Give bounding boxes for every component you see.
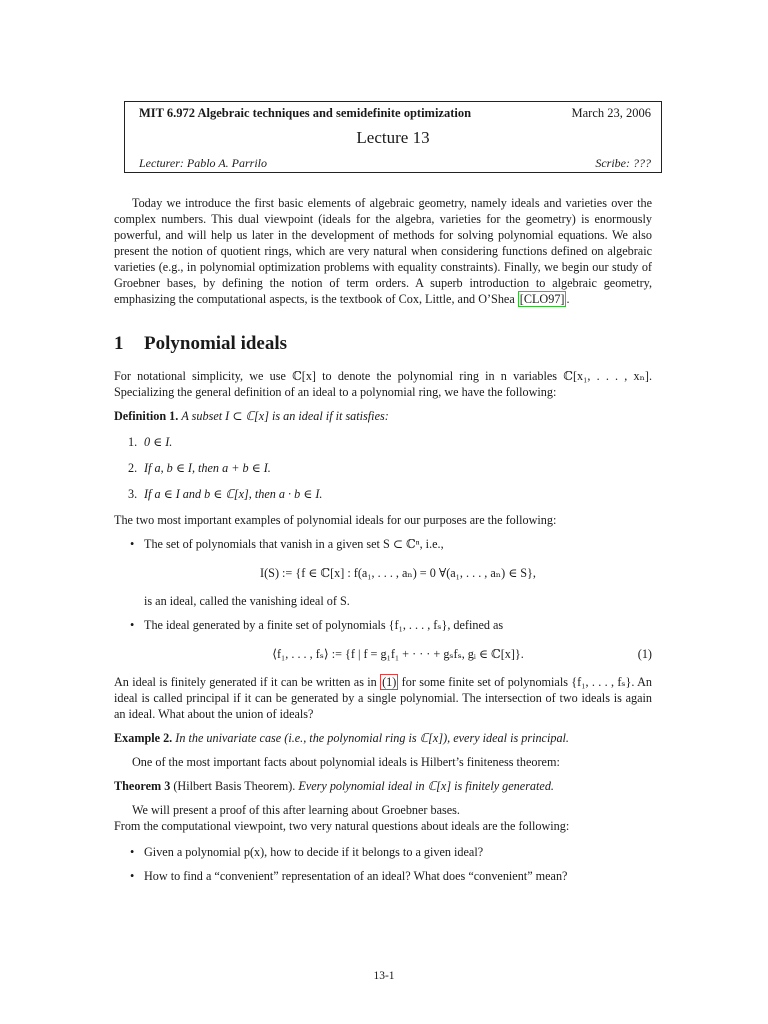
fg-text-1: An ideal is finitely generated if it can be written as in [114,675,381,689]
condition-item [128,460,652,476]
intro-text: Today we introduce the first basic elements of algebraic geometry, namely ideals and varieties over the complex numbers. This dual viewpoint (ideals for the algebra, varieties for the geometry) is enormously powerful, and will help us later in the development of methods for solving polynomial equations. We also present the notion of quotient rings, which are very natural when considering functions defined on algebraic varieties (e.g., in polynomial optimization problems with equality constraints). Finally, we begin our study of Groebner bases, by defining the notion of term orders. A superb introduction to algebraic geometry, emphasizing the computational aspects, is the textbook of Cox, Little, and O’Shea [114,196,652,306]
section-title: Polynomial ideals [144,333,288,354]
condition-text: If a ∈ I and b ∈ ℂ[x], then a · b ∈ I. [144,487,323,501]
example-generated-ideal [132,617,652,662]
condition-item [128,486,652,502]
example-2 [114,730,652,746]
definition-text: A subset I ⊂ ℂ[x] is an ideal if it satisfies: [181,409,389,423]
example-label: Example 2. [114,731,173,745]
equation-1 [144,646,652,662]
intro-paragraph [114,195,652,307]
condition-text: If a, b ∈ I, then a + b ∈ I. [144,461,271,475]
questions-list [114,844,652,884]
question-item: • How to find a “convenient” representation of an ideal? What does “convenient” mean? [132,868,652,884]
citation-link-clo97[interactable]: [CLO97] [519,292,565,306]
lecture-header-box [124,101,662,173]
equation-text: I(S) := {f ∈ ℂ[x] : f(a₁, . . . , aₙ) = 0 ∀(a₁, . . . , aₙ) ∈ S}, [260,566,536,580]
equation-text: ⟨f₁, . . . , fₛ⟩ := {f | f = g₁f₁ + · · · + gₛfₛ, gᵢ ∈ ℂ[x]}. [272,647,524,661]
bullet-followup: is an ideal, called the vanishing ideal of S. [144,594,350,608]
bullet-text: The set of polynomials that vanish in a given set S ⊂ ℂⁿ, i.e., [144,537,444,551]
section-heading [114,332,652,356]
equation-reference-link[interactable]: (1) [382,675,397,689]
hilbert-intro: One of the most important facts about polynomial ideals is Hilbert’s finiteness theorem: [132,755,560,769]
lecture-date: March 23, 2006 [571,106,651,120]
condition-label: 2. [128,461,138,475]
definition-label: Definition 1. [114,409,179,423]
condition-item [128,434,652,450]
examples-intro: The two most important examples of polynomial ideals for our purposes are the following: [114,513,557,527]
theorem-name: (Hilbert Basis Theorem). [173,779,296,793]
lecturer-name: Lecturer: Pablo A. Parrilo [139,156,267,170]
finitely-generated-paragraph [114,674,652,722]
ideal-examples-list [114,536,652,662]
lecture-number: Lecture 13 [356,128,430,147]
fg-text-2: for some finite set of polynomials {f₁, . . . , fₛ}. An ideal is called principal if it can be generated by a single polynomial. The intersection of two ideals is again an ideal. What about the union of ideals? [114,675,652,721]
example-text: In the univariate case (i.e., the polynomial ring is ℂ[x]), every ideal is principal. [175,731,569,745]
theorem-text: Every polynomial ideal in ℂ[x] is finitely generated. [298,779,554,793]
equation-number: (1) [637,647,652,661]
question-item: • Given a polynomial p(x), how to decide if it belongs to a given ideal? [132,844,652,860]
theorem-3 [114,778,652,794]
course-title: MIT 6.972 Algebraic techniques and semidefinite optimization [139,106,472,120]
intro-end: . [566,292,570,306]
notation-paragraph: For notational simplicity, we use ℂ[x] to denote the polynomial ring in n variables ℂ[x₁, . . . , xₙ]. Specializing the general definition of an ideal to a polynomial ring, we have the following: [114,369,652,399]
section-number: 1 [114,333,124,354]
definition-conditions [114,434,652,502]
equation-vanishing-ideal [144,565,652,581]
proof-note: We will present a proof of this after learning about Groebner bases. [132,803,460,817]
condition-label: 1. [128,435,138,449]
bullet-text: The ideal generated by a finite set of polynomials {f₁, . . . , fₛ}, defined as [144,618,504,632]
definition-1 [114,408,652,424]
example-vanishing-ideal [132,536,652,609]
questions-intro: From the computational viewpoint, two very natural questions about ideals are the following: [114,819,570,833]
page-number: 13-1 [373,970,395,982]
scribe-name: Scribe: ??? [595,156,651,170]
condition-text: 0 ∈ I. [144,435,173,449]
theorem-label: Theorem 3 [114,779,171,793]
page-body [114,195,652,892]
condition-label: 3. [128,487,138,501]
